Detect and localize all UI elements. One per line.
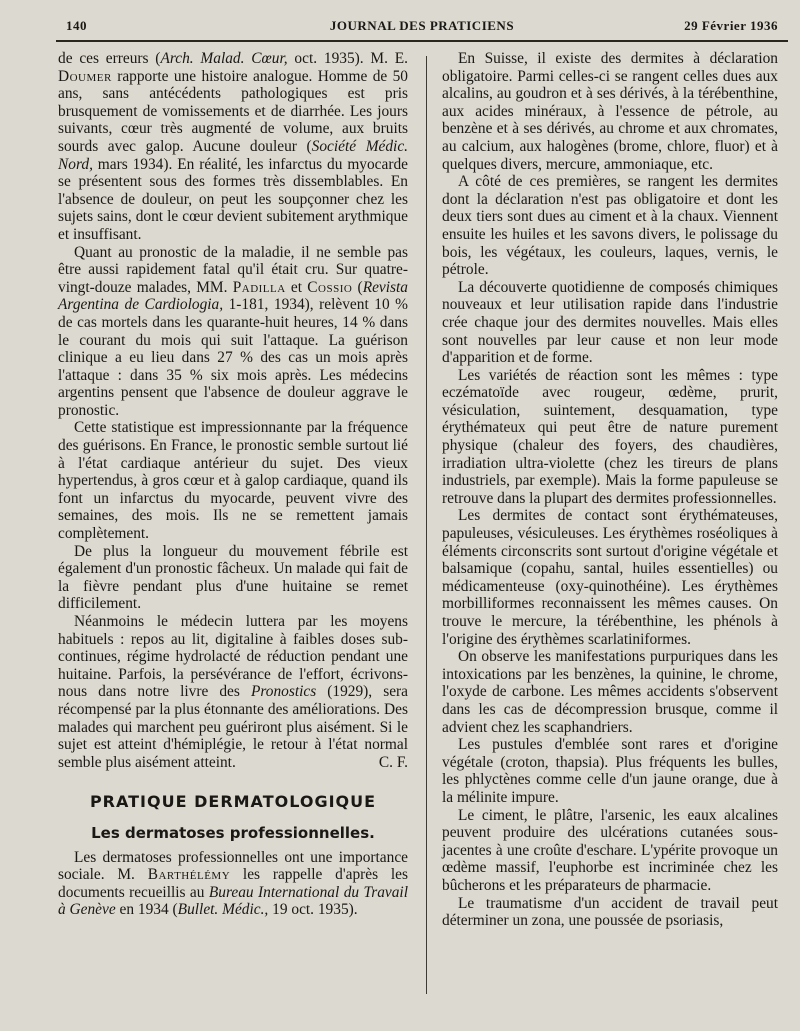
issue-date: 29 Février 1936 xyxy=(684,18,778,33)
paragraph: On observe les manifestations purpuriques dans les intoxications par les benzènes, la quinine, le chrome, l'oxyde de carbone. Les mêmes accidents s'observent dans les cas de décompression brusque, comme il advient chez les scaphandriers. xyxy=(442,648,778,736)
paragraph: En Suisse, il existe des dermites à déclaration obligatoire. Parmi celles-ci se rangent celles dues aux alcalins, au goudron et à ses dérivés, à la térébenthine, aux acides minéraux, à l'essence de pétrole, au benzène et à ses dérivés, au chrome et aux chromates, au calcium, aux halogènes (brome, chlore, fluor) et à quelques divers, mercure, ammoniaque, etc. xyxy=(442,50,778,173)
paragraph: Néanmoins le médecin luttera par les moyens habituels : repos au lit, digitaline à faibles doses sub-continues, régime hydrolacté de réduction pendant une huitaine. Parfois, la persévérance de l'effort, écrivons-nous dans notre livre des Pronostics (1929), sera récompensé par la plus étonnante des améliorations. Des malades qui marchent peu guériront plus aisément. Si le sujet est atteint d'hémiplégie, le retour à l'état normal semble plus aisément atteint. C. F. xyxy=(58,613,408,771)
paragraph: Cette statistique est impressionnante par la fréquence des guérisons. En France, le pronostic semble surtout lié à l'état cardiaque antérieur du sujet. Des vieux hypertendus, à gros cœur et à galop cardiaque, quand ils font un infarctus du myocarde, peuvent vivre des semaines, des mois. Ils ne se remettent jamais complètement. xyxy=(58,419,408,543)
right-column xyxy=(442,50,778,930)
paragraph: Quant au pronostic de la maladie, il ne semble pas être aussi rapidement fatal qu'il était cru. Sur quatre-vingt-douze malades, MM. Padilla et Cossio (Revista Argentina de Cardiologia, 1-181, 1934), relèvent 10 % de cas mortels dans les quarante-huit heures, 14 % dans le courant du mois qui suit l'attaque. La guérison clinique a eu lieu dans 27 % des cas un mois après l'attaque : dans 35 % six mois après. Les médecins argentins pensent que l'absence de douleur aggrave le pronostic. xyxy=(58,243,408,419)
paragraph: A côté de ces premières, se rangent les dermites dont la déclaration n'est pas obligatoire et dont les deux tiers sont dues au ciment et à la chaux. Viennent ensuite les huiles et les savons divers, le polissage du bois, les végétaux, les couleurs, laques, vernis, le pétrole. xyxy=(442,173,778,279)
page-header xyxy=(56,14,788,42)
paragraph: De plus la longueur du mouvement fébrile est également d'un pronostic fâcheux. Un malade qui fait de la fièvre pendant plus d'une huitaine se remet difficilement. xyxy=(58,542,408,613)
signature: C. F. xyxy=(378,753,408,771)
paragraph: La découverte quotidienne de composés chimiques nouveaux et leur utilisation rapide dans l'industrie crée chaque jour des dermites nouvelles. Mais elles sont nouvelles par leur cause et non leur mode d'apparition et de forme. xyxy=(442,278,778,367)
paragraph: Le ciment, le plâtre, l'arsenic, les eaux alcalines peuvent produire des ulcérations cutanées sous-jacentes à une croûte d'eschare. L'ypérite provoque un œdème massif, l'euphorbe est incriminée chez les bûcherons et les préparateurs de pharmacie. xyxy=(442,806,778,894)
column-divider xyxy=(426,56,427,994)
article-title: Les dermatoses professionnelles. xyxy=(91,823,375,842)
paragraph: Les dermites de contact sont érythémateuses, papuleuses, vésiculeuses. Les érythèmes roséoliques à éléments circonscrits sont surtout d'origine végétale et balsamique (copahu, santal, huiles essentielles) ou médicamenteuse (oxy-quinothéine). Les érythèmes morbilliformes reconnaissent les mêmes causes. On trouve le mercure, la térébenthine, les phénols à l'origine des érythèmes scarlatiniformes. xyxy=(442,507,778,648)
paragraph: de ces erreurs (Arch. Malad. Cœur, oct. 1935). M. E. Doumer rapporte une histoire analogue. Homme de 50 ans, sans antécédents pathologiques est pris brusquement de vomissements et de diarrhée. Les jours suivants, cœur très augmenté de volume, aux bruits sourds avec galop. Aucune douleur (Société Médic. Nord, mars 1934). En réalité, les infarctus du myocarde se présentent sous des formes très dissemblables. En l'absence de douleur, on peut les soupçonner chez les sujets sains, dont le cœur devient subitement arythmique et insuffisant. xyxy=(58,50,409,243)
page-number: 140 xyxy=(66,18,87,33)
paragraph: Les variétés de réaction sont les mêmes : type eczématoïde avec rougeur, œdème, prurit, vésiculation, suintement, desquamation, type érythémateux qui peut être de nature purement physique (chaleur des foyers, des chaudières, irradiation ultra-violette (chez les tireurs de plans industriels, par exemple). Mais la forme papuleuse se retrouve dans la plupart des dermites professionnelles. xyxy=(442,366,778,507)
paragraph: Le traumatisme d'un accident de travail peut déterminer un zona, une poussée de psoriasis, xyxy=(442,894,778,930)
left-column xyxy=(58,50,408,919)
paragraph: Les dermatoses professionnelles ont une importance sociale. M. Barthélémy les rappelle d'après les documents recueillis au Bureau International du Travail à Genève en 1934 (Bullet. Médic., 19 oct. 1935). xyxy=(58,848,408,919)
section-title: PRATIQUE DERMATOLOGIQUE xyxy=(89,792,377,812)
paragraph: Les pustules d'emblée sont rares et d'origine végétale (croton, thapsia). Plus fréquents les bulles, les phlyctènes comme celle d'un jaune orange, due à la mélinite impure. xyxy=(442,736,778,806)
journal-title: JOURNAL DES PRATICIENS xyxy=(329,18,515,33)
